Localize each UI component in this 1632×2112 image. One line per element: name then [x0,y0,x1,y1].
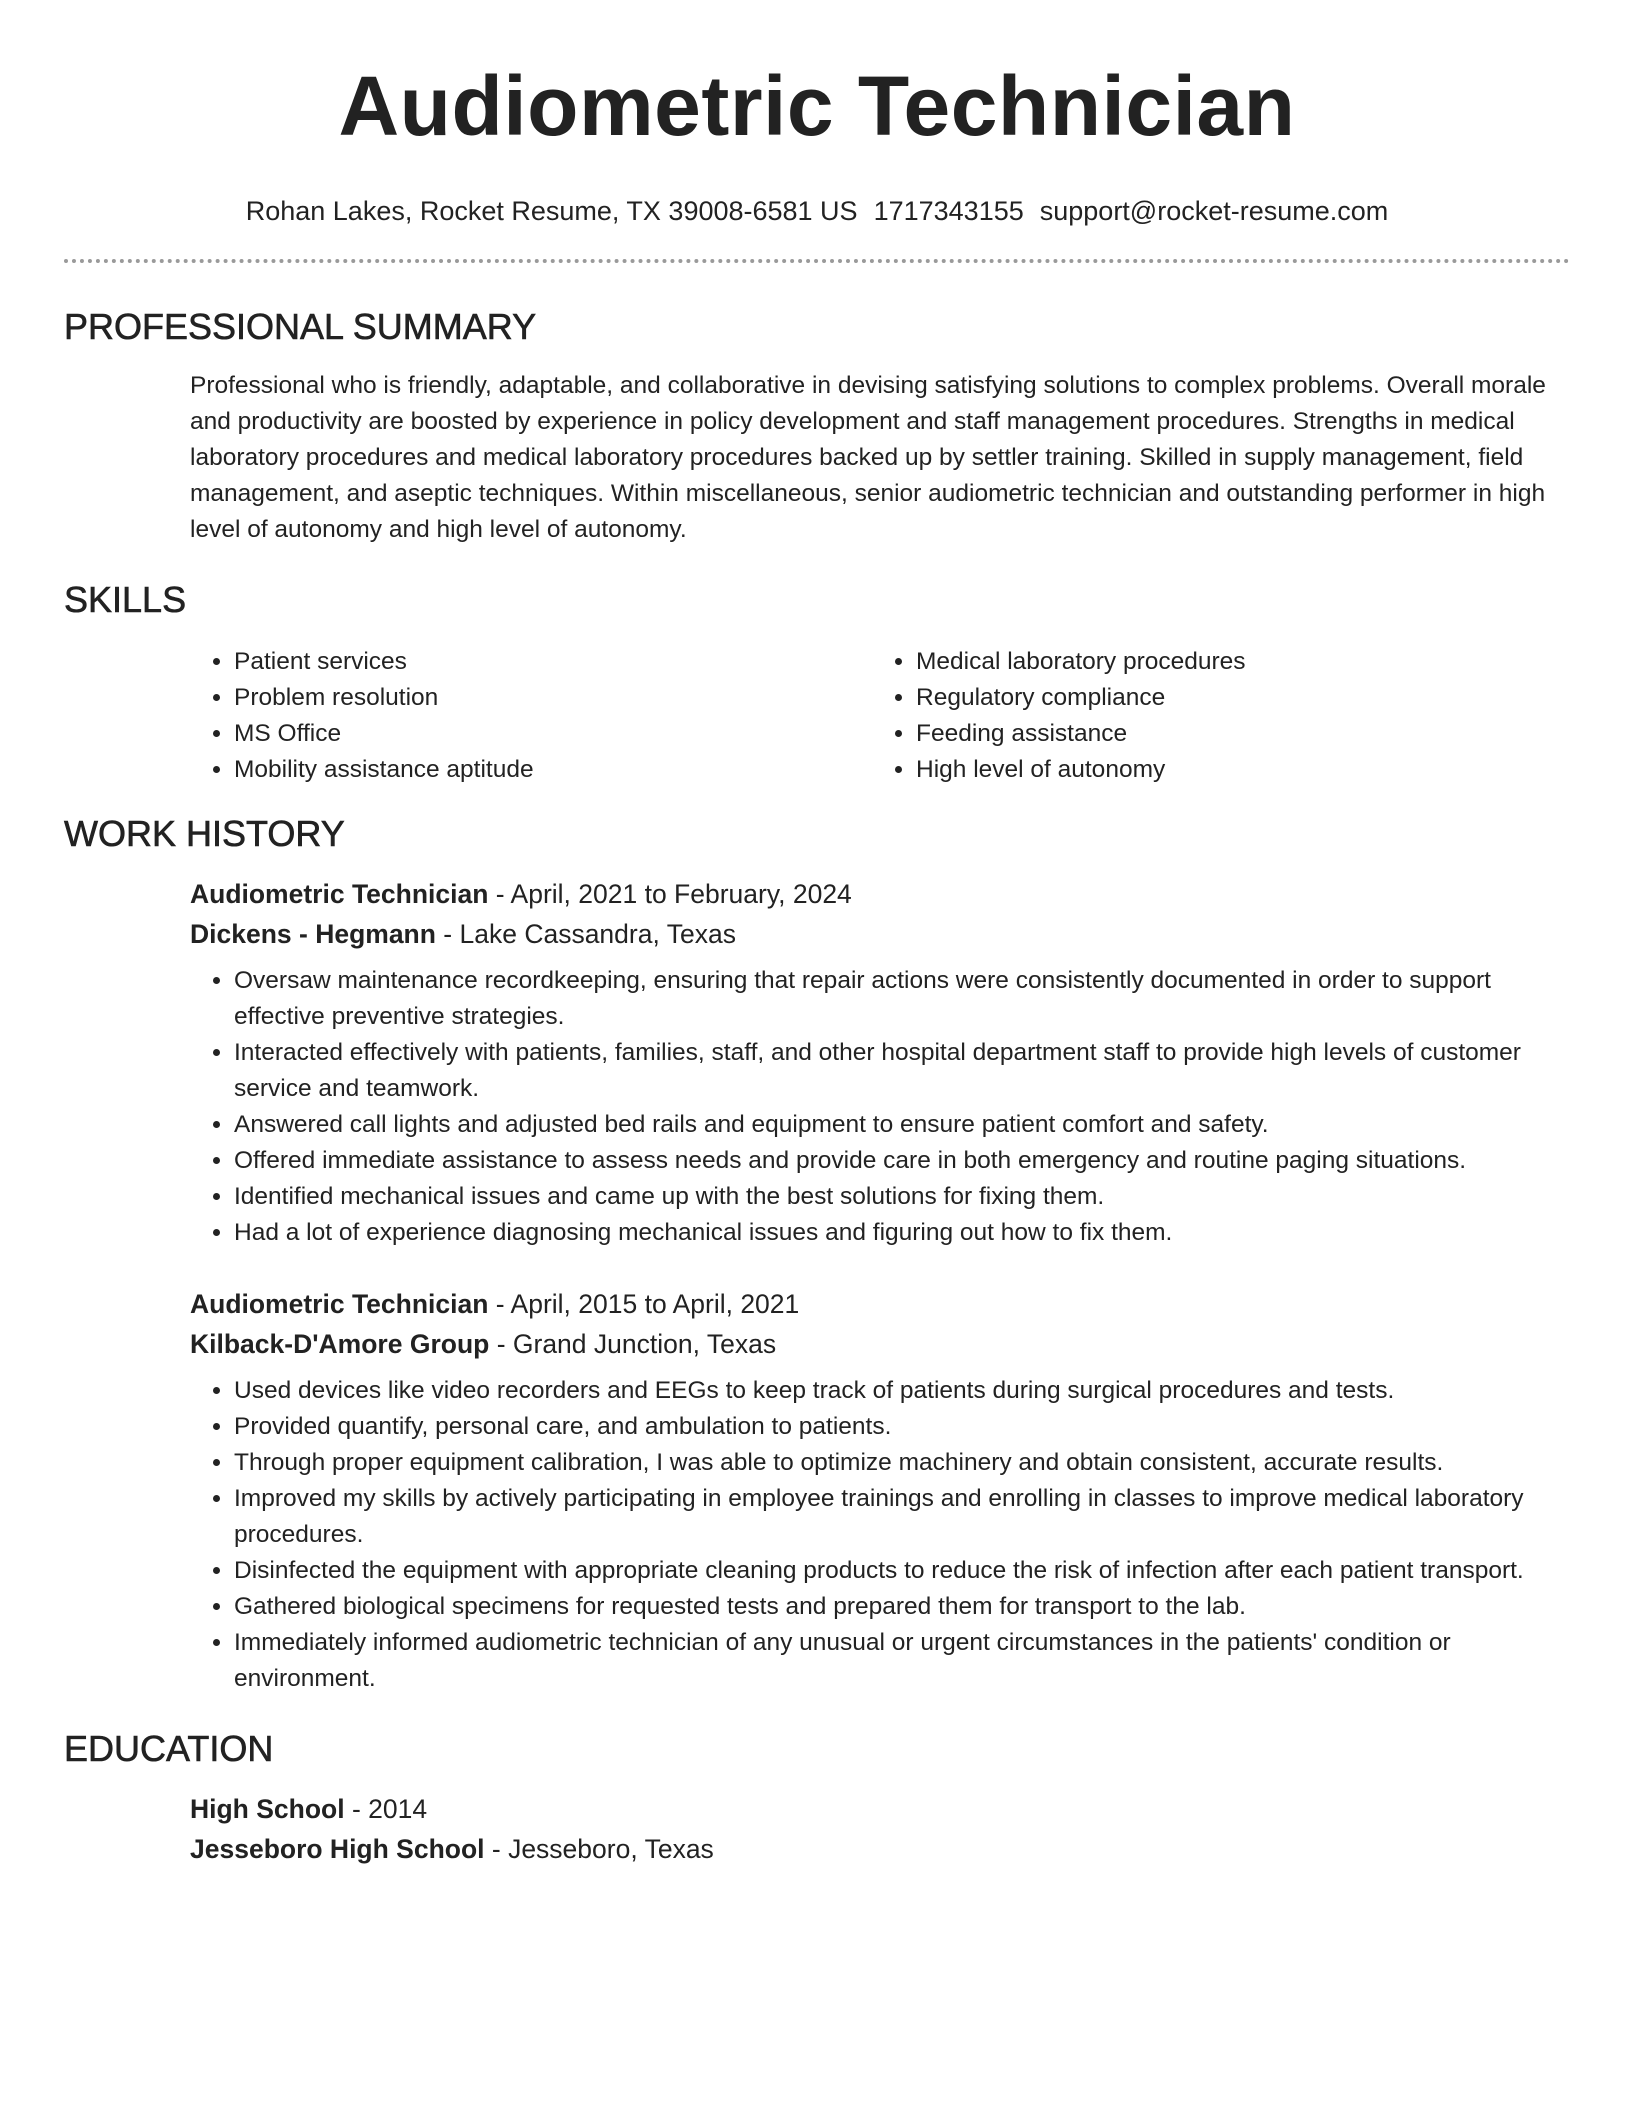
resume-page [64,0,1570,1869]
education-school: Jesseboro High School [190,1834,485,1864]
job-bullet: • Used devices like video recorders and EEGs to keep track of patients during surgical procedures and tests. [234,1373,1570,1409]
job-location: - Lake Cassandra, Texas [435,919,736,949]
education-year: - 2014 [344,1794,428,1824]
resume-name-title: Audiometric Technician [338,59,1296,153]
job-company-line [190,1324,1570,1364]
skill-item: • Problem resolution [234,680,872,716]
job-bullet: • Had a lot of experience diagnosing mechanical issues and figuring out how to fix them. [234,1215,1570,1251]
header-divider [64,259,1570,263]
work-history-heading: WORK HISTORY [64,813,345,854]
job-dates: - April, 2015 to April, 2021 [488,1289,800,1319]
job-dates: - April, 2021 to February, 2024 [488,879,852,909]
contact-email: support@rocket-resume.com [1039,196,1389,226]
education-entry [190,1789,1570,1869]
skill-item: • MS Office [234,716,872,752]
skills-column-right [872,644,1554,788]
skill-item: • Mobility assistance aptitude [234,752,872,788]
job-entry [190,874,1570,1251]
job-location: - Grand Junction, Texas [489,1329,777,1359]
job-bullets [190,1373,1570,1697]
job-bullet: • Oversaw maintenance recordkeeping, ensuring that repair actions were consistently documented in order to support effective preventive strategies. [234,963,1570,1035]
skill-item: • Medical laboratory procedures [916,644,1554,680]
job-bullet: • Gathered biological specimens for requested tests and prepared them for transport to the lab. [234,1589,1570,1625]
skills-column-left [190,644,872,788]
job-bullet: • Offered immediate assistance to assess needs and provide care in both emergency and routine paging situations. [234,1143,1570,1179]
contact-address: Rohan Lakes, Rocket Resume, TX 39008-6581 US [245,196,858,226]
job-bullet: • Through proper equipment calibration, I was able to optimize machinery and obtain consistent, accurate results. [234,1445,1570,1481]
job-title: Audiometric Technician [190,1289,489,1319]
job-bullet: • Answered call lights and adjusted bed rails and equipment to ensure patient comfort and safety. [234,1107,1570,1143]
job-bullet: • Interacted effectively with patients, families, staff, and other hospital department staff to provide high levels of customer service and teamwork. [234,1035,1570,1107]
skill-item: • Regulatory compliance [916,680,1554,716]
skills-list [190,644,1570,788]
skill-item: • Feeding assistance [916,716,1554,752]
skill-item: • Patient services [234,644,872,680]
job-entry [190,1284,1570,1697]
job-title-line [190,874,1570,914]
job-bullet: • Immediately informed audiometric technician of any unusual or urgent circumstances in the patients' condition or environment. [234,1625,1570,1697]
job-bullet: • Identified mechanical issues and came up with the best solutions for fixing them. [234,1179,1570,1215]
education-heading: EDUCATION [64,1728,274,1769]
skills-heading: SKILLS [64,579,187,620]
job-company-line [190,914,1570,954]
job-company: Kilback-D'Amore Group [190,1329,490,1359]
job-title-line [190,1284,1570,1324]
job-bullets [190,963,1570,1251]
summary-heading: PROFESSIONAL SUMMARY [64,306,537,347]
job-title: Audiometric Technician [190,879,489,909]
education-location: - Jesseboro, Texas [484,1834,714,1864]
job-bullet: • Provided quantify, personal care, and ambulation to patients. [234,1409,1570,1445]
job-bullet: • Improved my skills by actively participating in employee trainings and enrolling in classes to improve medical laboratory procedures. [234,1481,1570,1553]
skill-item: • High level of autonomy [916,752,1554,788]
education-degree: High School [190,1794,345,1824]
contact-phone: 1717343155 [873,196,1024,226]
job-company: Dickens - Hegmann [190,919,436,949]
education-school-line [190,1829,1570,1869]
education-degree-line [190,1789,1570,1829]
contact-line [64,194,1570,228]
summary-text: Professional who is friendly, adaptable, and collaborative in devising satisfying solutions to complex problems. Overall morale and productivity are boosted by experience in policy development and staff management procedures. Strengths in medical laboratory procedures and medical laboratory procedures backed up by settler training. Skilled in supply management, field management, and aseptic techniques. Within miscellaneous, senior audiometric technician and outstanding performer in high level of autonomy and high level of autonomy. [190,372,1546,543]
job-bullet: • Disinfected the equipment with appropriate cleaning products to reduce the risk of infection after each patient transport. [234,1553,1570,1589]
